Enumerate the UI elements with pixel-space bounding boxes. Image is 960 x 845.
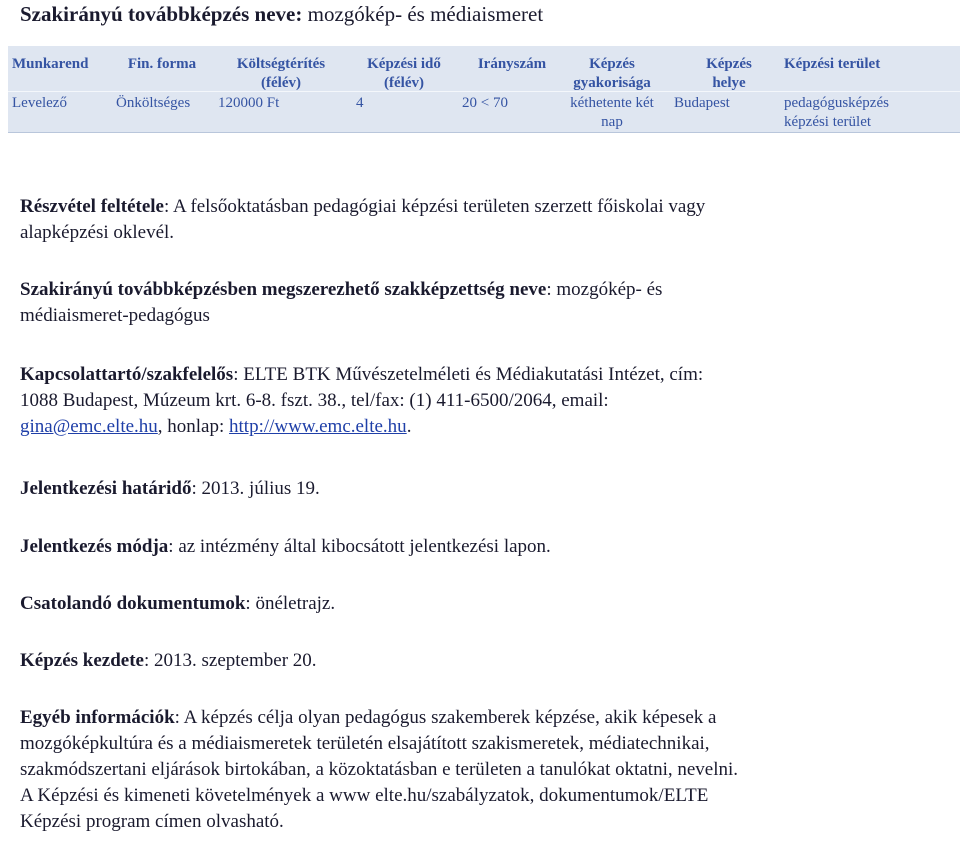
title-label: Szakirányú továbbképzés neve: <box>20 2 303 26</box>
reszvetel-text: A felsőoktatásban pedagógiai képzési területen szerzett főiskolai vagy <box>172 196 706 217</box>
honlap-label: , honlap: <box>157 416 230 437</box>
kezdete-section: Képzés kezdete: 2013. szeptember 20. <box>20 650 317 671</box>
kapcsolat-end: . <box>406 416 412 437</box>
header-kepzes-helye <box>674 55 784 93</box>
reszvetel-section: Részvétel feltétele: A felsőoktatásban pedagógiai képzési területen szerzett főiskolai vagy alapképzési oklevél. <box>20 196 706 243</box>
hatarido-text: 2013. július 19. <box>201 478 320 499</box>
header-helye-line1: Képzés <box>706 56 752 72</box>
cell-kepzesi-ido: 4 <box>356 95 364 111</box>
header-kepzesi-ido-line1: Képzési idő <box>367 56 441 72</box>
modja-label: Jelentkezés módja <box>20 536 169 557</box>
cell-fin-forma: Önköltséges <box>116 95 191 111</box>
page-title <box>20 2 543 26</box>
dokumentumok-text: önéletrajz. <box>255 593 336 614</box>
header-gyakorisag-line1: Képzés <box>589 56 635 72</box>
program-table <box>8 46 960 133</box>
reszvetel-text-2: alapképzési oklevél. <box>20 222 175 243</box>
header-gyakorisag-line2: gyakorisága <box>573 75 651 91</box>
header-iranyszam: Irányszám <box>477 56 547 72</box>
header-koltsegterites <box>218 55 344 93</box>
szakkepzettseg-label: Szakirányú továbbképzésben megszerezhető szakképzettség neve <box>20 279 547 300</box>
email-link[interactable]: gina@emc.elte.hu <box>20 416 158 437</box>
egyeb-line-5: Képzési program címen olvasható. <box>20 811 284 832</box>
cell-gyakorisag-line2: nap <box>601 114 623 130</box>
header-kepzesi-terulet: Képzési terület <box>784 56 881 72</box>
kezdete-label: Képzés kezdete <box>20 650 144 671</box>
modja-section: Jelentkezés módja: az intézmény által kibocsátott jelentkezési lapon. <box>20 536 551 557</box>
egyeb-line-1: A képzés célja olyan pedagógus szakemberek képzése, akik képesek a <box>183 707 717 728</box>
website-link[interactable]: http://www.emc.elte.hu <box>229 416 407 437</box>
header-koltsegterites-line1: Költségtérítés <box>236 56 326 72</box>
kapcsolat-section: Kapcsolattartó/szakfelelős: ELTE BTK Művészetelméleti és Médiakutatási Intézet, cím: 1088 Budapest, Múzeum krt. 6-8. fszt. 38., tel/fax: (1) 411-6500/2064, email: gina@emc.elte.hu, honlap: http://www.emc.elte.hu. <box>20 364 704 437</box>
hatarido-label: Jelentkezési határidő <box>20 478 192 499</box>
kezdete-text: 2013. szeptember 20. <box>154 650 317 671</box>
header-helye-line2: helye <box>712 75 746 91</box>
cell-terulet <box>784 94 924 132</box>
egyeb-section: Egyéb információk: A képzés célja olyan pedagógus szakemberek képzése, akik képesek a mozgóképkultúra és a médiaismeretek területén elsajátított szakismeretek, médiatechnikai, szakmódszertani eljárások birtokában, a közoktatásban e területen a tanulókat oktatni, nevelni. A Képzési és kimeneti követelmények a www elte.hu/szabályzatok, dokumentumok/ELTE Képzési program címen olvasható. <box>20 707 739 832</box>
egyeb-line-3: szakmódszertani eljárások birtokában, a közoktatásban e területen a tanulókat oktatni, nevelni. <box>20 759 739 780</box>
cell-koltsegterites: 120000 Ft <box>218 95 280 111</box>
szakkepzettseg-section: Szakirányú továbbképzésben megszerezhető szakképzettség neve: mozgókép- és médiaismeret-pedagógus <box>20 279 663 326</box>
title-value: mozgókép- és médiaismeret <box>307 2 544 26</box>
cell-munkarend: Levelező <box>12 95 67 111</box>
header-kepzesi-ido <box>356 55 452 93</box>
hatarido-section: Jelentkezési határidő: 2013. július 19. <box>20 478 320 499</box>
cell-terulet-line2: képzési terület <box>784 114 872 130</box>
dokumentumok-label: Csatolandó dokumentumok <box>20 593 246 614</box>
egyeb-label: Egyéb információk <box>20 707 175 728</box>
modja-text: az intézmény által kibocsátott jelentkezési lapon. <box>178 536 551 557</box>
header-kepzesi-ido-line2: (félév) <box>384 75 424 91</box>
egyeb-line-2: mozgóképkultúra és a médiaismeretek területén elsajátított szakismeretek, médiatechnikai, <box>20 733 710 754</box>
dokumentumok-section: Csatolandó dokumentumok: önéletrajz. <box>20 593 336 614</box>
header-kepzes-gyakorisaga <box>562 55 662 93</box>
header-munkarend: Munkarend <box>12 56 89 72</box>
szakkepzettseg-text: mozgókép- és <box>556 279 663 300</box>
egyeb-line-4: A Képzési és kimeneti követelmények a www elte.hu/szabályzatok, dokumentumok/ELTE <box>20 785 709 806</box>
header-fin-forma: Fin. forma <box>127 56 197 72</box>
cell-gyakorisag-line1: kéthetente két <box>570 95 654 111</box>
cell-gyakorisag <box>562 94 662 132</box>
table-divider <box>8 91 960 92</box>
szakkepzettseg-text-2: médiaismeret-pedagógus <box>20 305 210 326</box>
header-koltsegterites-line2: (félév) <box>261 75 301 91</box>
cell-terulet-line1: pedagógusképzés <box>784 95 889 111</box>
kapcsolat-address: 1088 Budapest, Múzeum krt. 6-8. fszt. 38., tel/fax: (1) 411-6500/2064, email: <box>20 390 609 411</box>
cell-helye: Budapest <box>674 95 730 111</box>
kapcsolat-label: Kapcsolattartó/szakfelelős <box>20 364 234 385</box>
reszvetel-label: Részvétel feltétele <box>20 196 164 217</box>
kapcsolat-text: ELTE BTK Művészetelméleti és Médiakutatási Intézet, cím: <box>243 364 704 385</box>
cell-iranyszam: 20 < 70 <box>462 95 508 111</box>
